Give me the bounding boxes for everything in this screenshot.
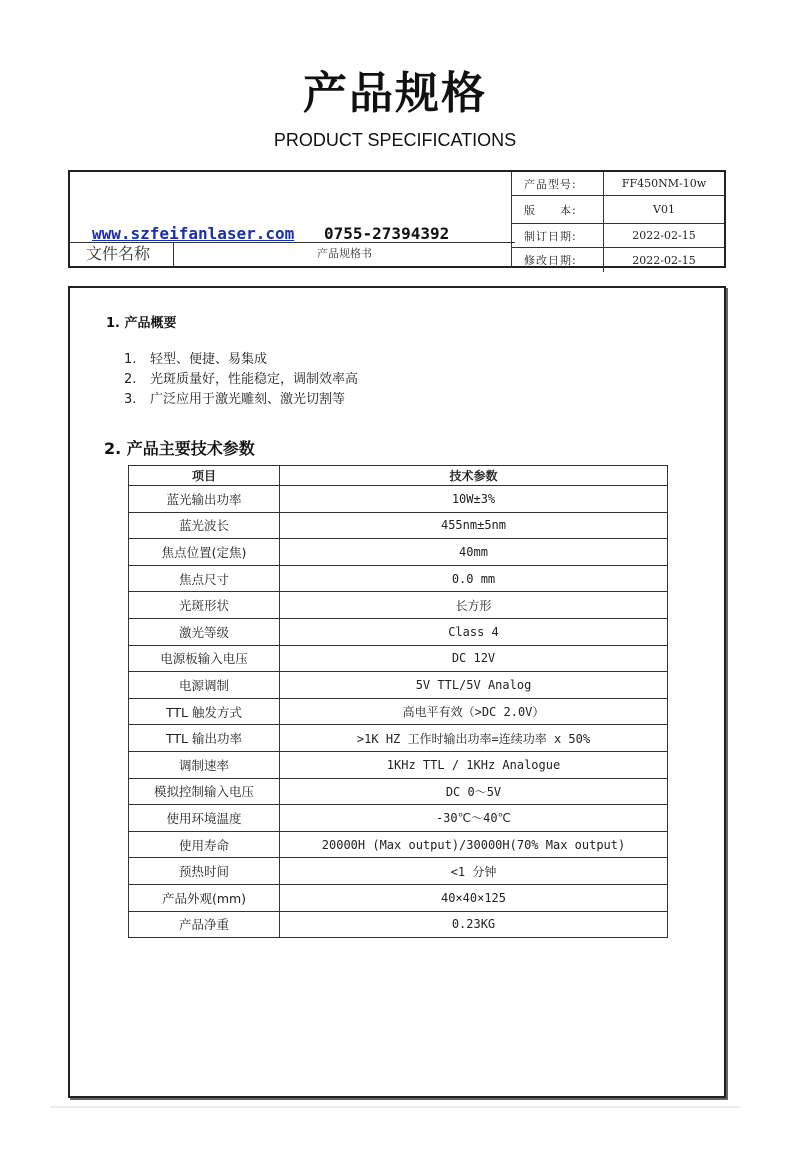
table-row <box>129 592 668 619</box>
table-row <box>129 486 668 513</box>
table-row <box>129 618 668 645</box>
spec-value: 0.0 mm <box>280 565 668 592</box>
table-row <box>129 884 668 911</box>
spec-name: 电源板输入电压 <box>129 645 280 672</box>
document-header <box>68 170 726 268</box>
list-number: 2. <box>124 372 137 387</box>
spec-value: <1 分钟 <box>280 858 668 885</box>
document-name-label: 文件名称 <box>70 243 174 266</box>
page-bottom-divider <box>50 1106 740 1108</box>
column-header-item: 项目 <box>129 466 280 486</box>
spec-value: Class 4 <box>280 618 668 645</box>
list-item <box>124 390 358 410</box>
spec-value: >1K HZ 工作时输出功率=连续功率 x 50% <box>280 725 668 752</box>
table-row <box>129 751 668 778</box>
meta-label: 制订日期: <box>512 224 604 247</box>
spec-value: 高电平有效（>DC 2.0V） <box>280 698 668 725</box>
spec-value: 5V TTL/5V Analog <box>280 672 668 699</box>
spec-name: 使用环境温度 <box>129 805 280 832</box>
spec-table <box>128 465 668 938</box>
page-subtitle: PRODUCT SPECIFICATIONS <box>273 130 517 150</box>
meta-label: 版 本: <box>512 196 604 223</box>
meta-value: V01 <box>653 203 675 216</box>
spec-name: 模拟控制输入电压 <box>129 778 280 805</box>
spec-value: 10W±3% <box>280 486 668 513</box>
meta-label: 修改日期: <box>512 248 604 272</box>
document-meta-table <box>511 172 724 268</box>
document-name-value: 产品规格书 <box>317 247 372 260</box>
spec-value: DC 0～5V <box>280 778 668 805</box>
table-row <box>129 672 668 699</box>
document-name-row <box>70 242 515 266</box>
spec-name: 产品外观(mm) <box>129 884 280 911</box>
meta-row-model <box>512 172 724 196</box>
page-title: 产品规格 <box>303 68 487 119</box>
table-row <box>129 698 668 725</box>
meta-value: FF450NM-10w <box>621 177 707 190</box>
spec-name: 蓝光输出功率 <box>129 486 280 513</box>
table-row <box>129 725 668 752</box>
table-row <box>129 565 668 592</box>
spec-name: 调制速率 <box>129 751 280 778</box>
meta-value: 2022-02-15 <box>632 253 696 267</box>
spec-name: 激光等级 <box>129 618 280 645</box>
table-row <box>129 831 668 858</box>
list-item <box>124 370 358 390</box>
spec-name: 焦点位置(定焦) <box>129 539 280 566</box>
table-row <box>129 778 668 805</box>
list-text: 广泛应用于激光雕刻、激光切割等 <box>150 392 346 407</box>
spec-value: 20000H (Max output)/30000H(70% Max output) <box>280 831 668 858</box>
table-row <box>129 645 668 672</box>
list-number: 3. <box>124 392 137 407</box>
meta-row-created <box>512 224 724 248</box>
spec-name: 使用寿命 <box>129 831 280 858</box>
overview-list <box>124 350 358 410</box>
table-row <box>129 512 668 539</box>
spec-name: 光斑形状 <box>129 592 280 619</box>
spec-name: 焦点尺寸 <box>129 565 280 592</box>
list-text: 光斑质量好，性能稳定，调制效率高 <box>150 372 359 387</box>
meta-label: 产品型号: <box>512 172 604 195</box>
spec-value: 40×40×125 <box>280 884 668 911</box>
list-number: 1. <box>124 352 137 367</box>
column-header-spec: 技术参数 <box>280 466 668 486</box>
phone-number: 0755-27394392 <box>324 224 450 243</box>
table-row <box>129 858 668 885</box>
website-link[interactable]: www.szfeifanlaser.com <box>92 224 295 243</box>
table-row <box>129 805 668 832</box>
table-row <box>129 539 668 566</box>
list-text: 轻型、便捷、易集成 <box>150 352 268 367</box>
meta-row-modified <box>512 248 724 272</box>
list-item <box>124 350 358 370</box>
spec-name: 蓝光波长 <box>129 512 280 539</box>
spec-value: DC 12V <box>280 645 668 672</box>
spec-name: TTL 触发方式 <box>129 698 280 725</box>
section-specs-title: 2. 产品主要技术参数 <box>104 439 255 458</box>
spec-value: 40mm <box>280 539 668 566</box>
spec-name: 产品净重 <box>129 911 280 938</box>
spec-content-box <box>68 286 726 1098</box>
meta-value: 2022-02-15 <box>632 229 696 242</box>
spec-value: 0.23KG <box>280 911 668 938</box>
table-header-row <box>129 466 668 486</box>
section-overview-title: 1. 产品概要 <box>106 316 177 331</box>
spec-name: 电源调制 <box>129 672 280 699</box>
spec-name: 预热时间 <box>129 858 280 885</box>
spec-name: TTL 输出功率 <box>129 725 280 752</box>
spec-value: 455nm±5nm <box>280 512 668 539</box>
spec-value: -30℃～40℃ <box>280 805 668 832</box>
meta-row-version <box>512 196 724 224</box>
spec-value: 长方形 <box>280 592 668 619</box>
table-row <box>129 911 668 938</box>
spec-value: 1KHz TTL / 1KHz Analogue <box>280 751 668 778</box>
